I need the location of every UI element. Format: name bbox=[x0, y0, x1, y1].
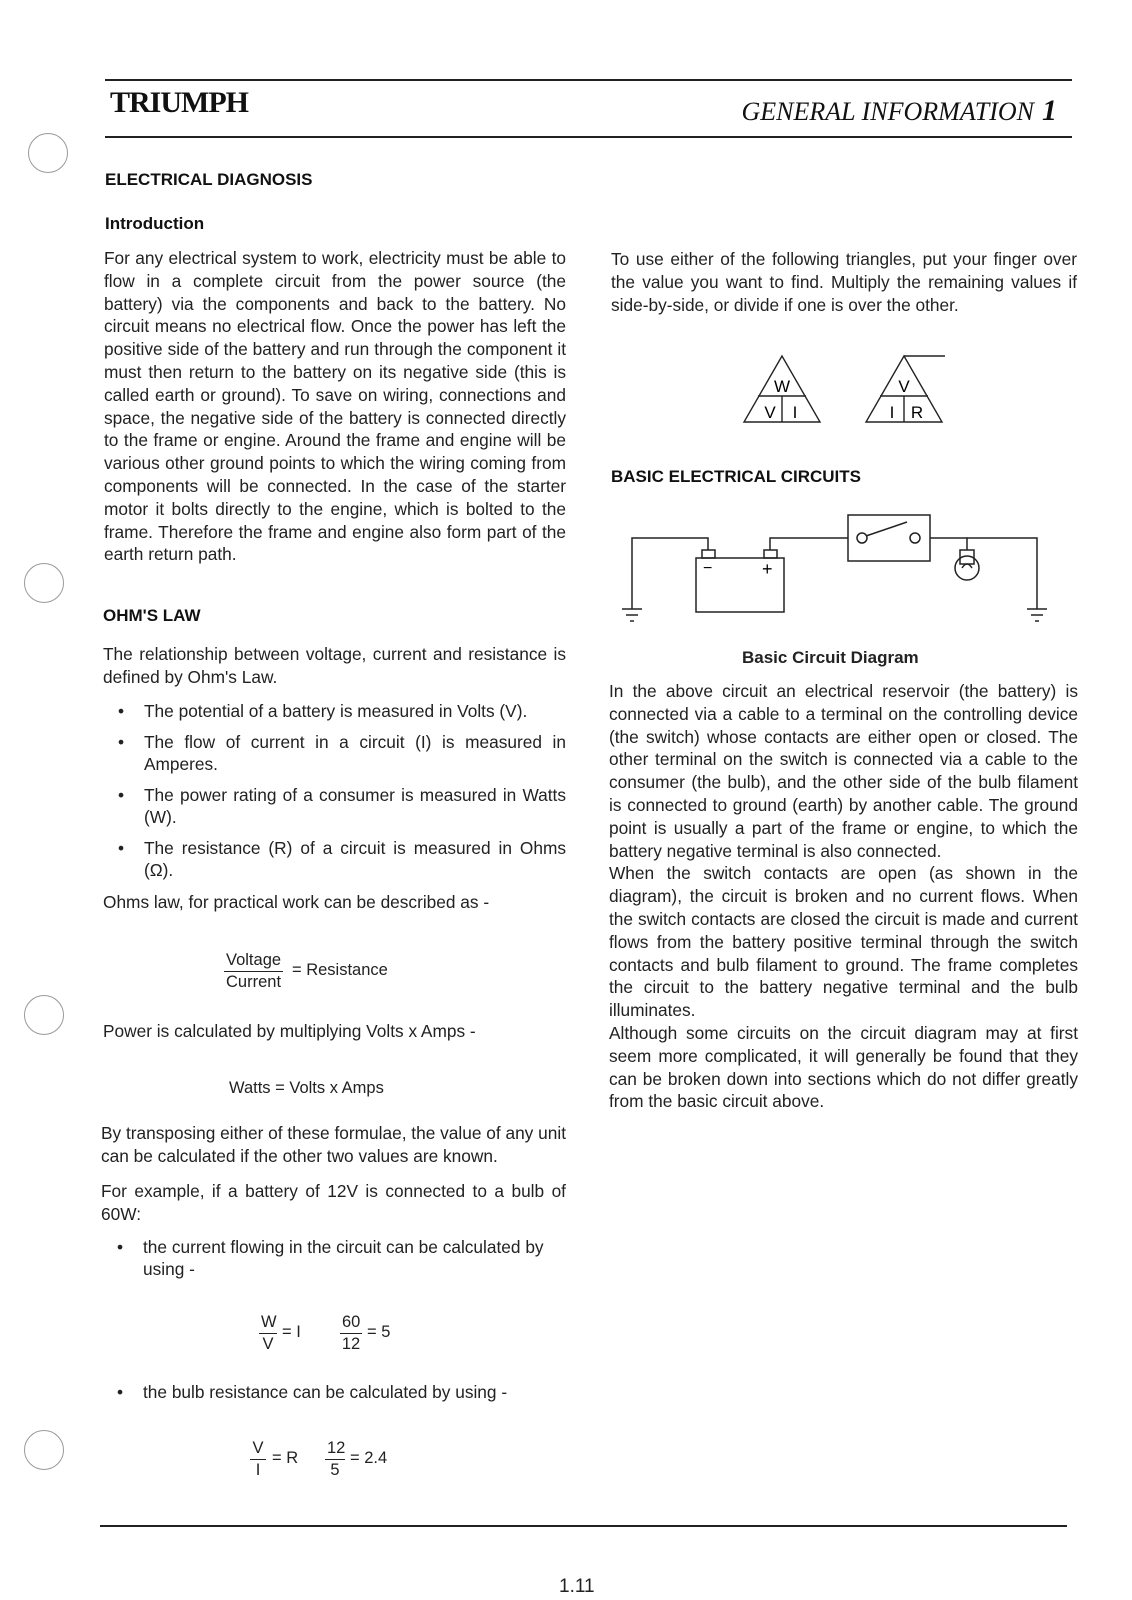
intro-text: For any electrical system to work, electricity must be able to flow in a complete circuit from the power source (the battery) via the components and back to the battery. No circuit means no electrical flow. Once the power has left the positive side of the battery and run through the component it must then return to the battery on its negative side (this is called earth or ground). To save on wiring, connections and space, the negative side of the battery is connected directly to the frame or engine. Around the frame and engine will be various other ground points to which the wiring coming from components will be connected. In the case of the starter motor it bolts directly to the engine, which is bolted to the frame. Therefore the frame and engine also form part of the earth return path. bbox=[104, 248, 566, 565]
power-text: Power is calculated by multiplying Volts x Amps - bbox=[103, 1021, 476, 1041]
bullet-text: the bulb resistance can be calculated by using - bbox=[143, 1382, 508, 1402]
section-title bbox=[742, 94, 1058, 128]
ohms-intro-text: The relationship between voltage, current and resistance is defined by Ohm's Law. bbox=[103, 644, 566, 687]
page-number: 1.11 bbox=[559, 1576, 595, 1597]
wire-switch-bulb bbox=[930, 538, 967, 550]
triangle1-right: I bbox=[792, 403, 798, 422]
calc2-den: I bbox=[255, 1461, 261, 1479]
triangle2-right: R bbox=[910, 403, 924, 422]
calc1-num2: 60 bbox=[340, 1312, 362, 1334]
battery-plus-symbol: + bbox=[762, 559, 773, 579]
switch-box bbox=[848, 515, 930, 561]
formula-result: = Resistance bbox=[292, 961, 388, 979]
battery-minus-symbol: − bbox=[703, 560, 713, 577]
calc1-res: = 5 bbox=[367, 1323, 391, 1341]
footer-rule bbox=[100, 1525, 1067, 1527]
calc1-den: V bbox=[262, 1335, 274, 1353]
example-paragraph bbox=[101, 1180, 566, 1226]
ground-symbol-left bbox=[622, 609, 642, 621]
battery-terminal-negative bbox=[702, 550, 715, 558]
triangle2-left: I bbox=[889, 403, 895, 422]
triangle2-top: V bbox=[898, 377, 910, 396]
bullet-icon: • bbox=[118, 785, 125, 805]
transpose-text: By transposing either of these formulae, the value of any unit can be calculated if the other two values are known. bbox=[101, 1123, 566, 1166]
bullet-text: the current flowing in the circuit can be calculated by using - bbox=[143, 1237, 544, 1279]
circuit-paragraph-3: Although some circuits on the circuit diagram may at first seem more complicated, it will generally be found that they can be broken down into sections which do not differ greatly from the basic circuit above. bbox=[609, 1022, 1078, 1112]
bullet-icon: • bbox=[117, 1382, 124, 1402]
triangle1-top: W bbox=[773, 377, 791, 396]
diagram-caption: Basic Circuit Diagram bbox=[742, 648, 919, 667]
ohms-practical-text: Ohms law, for practical work can be described as - bbox=[103, 892, 490, 912]
calc1-den2: 12 bbox=[341, 1335, 361, 1353]
header-top-rule bbox=[105, 79, 1072, 81]
list-item bbox=[118, 732, 566, 775]
intro-heading: Introduction bbox=[105, 214, 205, 233]
circuit-description bbox=[609, 680, 1078, 1113]
calc2-fraction bbox=[250, 1438, 266, 1481]
bulb-icon bbox=[955, 550, 979, 580]
ohms-triangles bbox=[740, 350, 950, 430]
bullet-icon: • bbox=[118, 732, 125, 752]
intro-paragraph bbox=[104, 247, 566, 566]
list-item bbox=[117, 1237, 565, 1280]
basic-circuit-diagram bbox=[600, 505, 1070, 635]
bullet-icon: • bbox=[118, 701, 125, 721]
formula-denominator: Current bbox=[226, 973, 282, 991]
ohms-practical bbox=[103, 891, 566, 914]
bullet-text: The flow of current in a circuit (I) is measured in Amperes. bbox=[144, 732, 566, 774]
section-title-text: GENERAL INFORMATION bbox=[741, 97, 1034, 126]
watts-formula: Watts = Volts x Amps bbox=[229, 1079, 384, 1097]
calc2-res: = 2.4 bbox=[350, 1449, 388, 1467]
calc2-den2: 5 bbox=[330, 1461, 340, 1479]
formula-numerator: Voltage bbox=[224, 950, 283, 972]
bullet-text: The resistance (R) of a circuit is measured in Ohms (Ω). bbox=[144, 838, 566, 880]
section-number: 1 bbox=[1042, 94, 1057, 127]
bullet-text: The power rating of a consumer is measured in Watts (W). bbox=[144, 785, 566, 827]
bullet-icon: • bbox=[118, 838, 125, 858]
binder-hole bbox=[24, 1430, 64, 1470]
brand-logo: TRIUMPH bbox=[110, 86, 248, 119]
transpose-paragraph bbox=[101, 1122, 566, 1168]
calc1-num: W bbox=[259, 1312, 277, 1334]
calc2-eq: = R bbox=[272, 1449, 299, 1467]
battery-terminal-positive bbox=[764, 550, 777, 558]
ohms-intro-paragraph bbox=[103, 643, 566, 689]
example-text: For example, if a battery of 12V is connected to a bulb of 60W: bbox=[101, 1181, 566, 1224]
switch bbox=[857, 522, 920, 543]
circuit-paragraph-2: When the switch contacts are open (as shown in the diagram), the circuit is broken and no current flows. When the switch contacts are closed the circuit is made and current flows from the battery positive terminal through the switch contacts and bulb filament to ground. The frame completes the circuit to the battery negative terminal and the bulb illuminates. bbox=[609, 863, 1078, 1021]
list-item bbox=[118, 785, 566, 828]
header-bottom-rule bbox=[105, 136, 1072, 138]
binder-hole bbox=[24, 995, 64, 1035]
calc1-eq: = I bbox=[282, 1323, 301, 1341]
bullet-icon: • bbox=[117, 1237, 124, 1257]
binder-hole bbox=[24, 563, 64, 603]
ohms-law-heading: OHM'S LAW bbox=[103, 606, 201, 625]
ground-symbol-right bbox=[1027, 609, 1047, 621]
list-item bbox=[117, 1382, 565, 1404]
formula-voltage-current bbox=[224, 950, 283, 993]
power-paragraph bbox=[103, 1020, 566, 1043]
calc1-fraction2 bbox=[340, 1312, 362, 1355]
list-item bbox=[118, 838, 566, 881]
calc2-num2: 12 bbox=[325, 1438, 345, 1460]
calc2-fraction2 bbox=[325, 1438, 345, 1481]
circuit-paragraph-1: In the above circuit an electrical reservoir (the battery) is connected via a cable to a terminal on the controlling device (the switch) whose contacts are either open or closed. The other terminal on the switch is connected via a cable to the consumer (the bulb), and the other side of the bulb filament is connected to ground (earth) by another cable. The ground point is usually a part of the frame or engine, to which the battery negative terminal is also connected. bbox=[609, 681, 1078, 861]
triangle-text: To use either of the following triangles, put your finger over the value you want to find. Multiply the remaining values if side-by-side, or divide if one is over the other. bbox=[611, 249, 1077, 315]
calc2-num: V bbox=[250, 1438, 266, 1460]
triangle-paragraph bbox=[611, 248, 1077, 316]
basic-circuits-heading: BASIC ELECTRICAL CIRCUITS bbox=[611, 467, 861, 486]
main-heading: ELECTRICAL DIAGNOSIS bbox=[105, 170, 313, 189]
bullet-text: The potential of a battery is measured in Volts (V). bbox=[144, 701, 528, 721]
wire-battery-switch bbox=[770, 538, 848, 550]
list-item bbox=[118, 701, 566, 723]
binder-hole bbox=[28, 133, 68, 173]
triangle1-left: V bbox=[764, 403, 776, 422]
calc1-fraction bbox=[259, 1312, 277, 1355]
